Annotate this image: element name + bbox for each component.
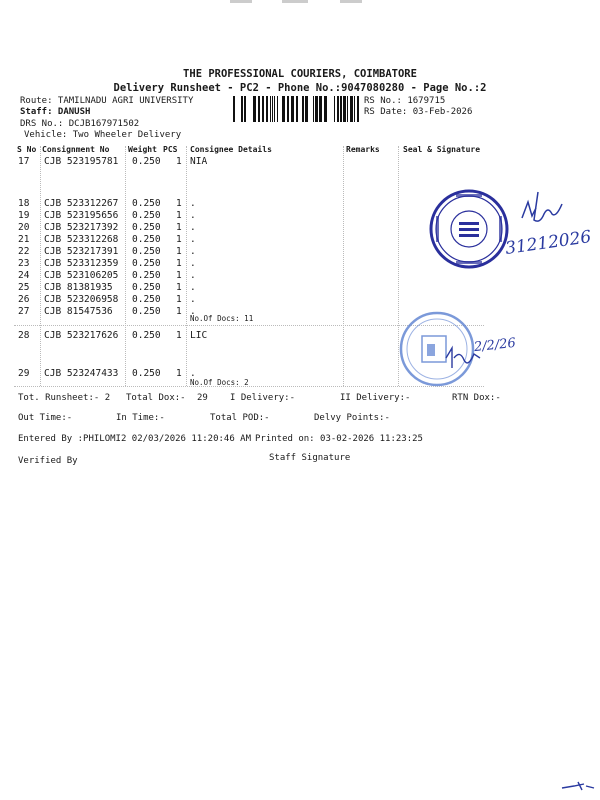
row-weight: 0.250 [132,282,161,293]
row-consignee: . [190,246,196,257]
row-consignee: . [190,198,196,209]
total-runsheet: Tot. Runsheet:- 2 [18,393,111,403]
row-consignment-no: CJB 523206958 [44,294,119,305]
row-consignee: NIA [190,156,208,167]
barcode-bar [272,96,273,122]
row-pcs: 1 [176,368,182,379]
i-delivery: I Delivery:- [230,393,296,403]
row-pcs: 1 [176,258,182,269]
row-pcs: 1 [176,198,182,209]
barcode-bar [343,96,346,122]
barcode-bar [277,96,278,122]
row-sno: 28 [18,330,30,341]
row-consignment-no: CJB 523217392 [44,222,119,233]
row-weight: 0.250 [132,330,161,341]
handwritten-date-lower: 2/2/26 [473,335,517,356]
row-consignment-no: CJB 81381935 [44,282,113,293]
row-weight: 0.250 [132,306,161,317]
row-consignee: . [190,282,196,293]
total-pod: Total POD:- [210,413,270,423]
barcode-bar [258,96,260,122]
docs-note-second: No.Of Docs: 2 [190,378,249,387]
row-consignee: . [190,368,196,379]
barcode-bar [296,96,298,122]
docs-note-first: No.Of Docs: 11 [190,314,254,323]
table-row [0,282,600,294]
handwritten-date-upper: 31212026 [504,227,593,259]
drs-number: DRS No.: DCJB167971502 [20,119,140,129]
total-dox-label: Total Dox:- [126,393,186,403]
barcode-bar [350,96,353,122]
col-consignment: Consignment No [42,145,110,154]
row-sno: 22 [18,246,30,257]
row-sno: 25 [18,282,30,293]
row-pcs: 1 [176,234,182,245]
row-pcs: 1 [176,270,182,281]
barcode-bar [324,96,327,122]
courier-seal-stamp [426,186,512,272]
row-consignee: . [190,222,196,233]
staff-label: Staff: DANUSH [20,107,91,117]
rs-number: RS No.: 1679715 [364,96,446,106]
row-pcs: 1 [176,222,182,233]
row-consignment-no: CJB 81547536 [44,306,113,317]
col-sno: S No [17,145,37,154]
barcode-bar [241,96,243,122]
printed-on: Printed on: 03-02-2026 11:23:25 [255,434,423,444]
row-weight: 0.250 [132,246,161,257]
table-row [0,156,600,168]
row-sno: 21 [18,234,30,245]
entered-by: Entered By :PHILOMI2 02/03/2026 11:20:46 AM [18,434,251,444]
row-sno: 18 [18,198,30,209]
barcode-bar [282,96,285,122]
barcode-bar [291,96,294,122]
barcode [233,96,361,122]
scan-mark [340,0,362,3]
row-sno: 26 [18,294,30,305]
row-consignee: . [190,306,196,317]
barcode-bar [354,96,355,122]
barcode-bar [340,96,342,122]
barcode-bar [315,96,318,122]
rs-date: RS Date: 03-Feb-2026 [364,107,473,117]
row-consignment-no: CJB 523247433 [44,368,119,379]
barcode-bar [270,96,271,122]
row-pcs: 1 [176,294,182,305]
row-pcs: 1 [176,282,182,293]
col-seal: Seal & Signature [403,145,481,154]
row-weight: 0.250 [132,210,161,221]
row-consignment-no: CJB 523217391 [44,246,119,257]
pen-mark [560,780,596,792]
table-row [0,368,600,380]
row-weight: 0.250 [132,156,161,167]
row-consignee: . [190,270,196,281]
row-sno: 19 [18,210,30,221]
scan-mark [230,0,252,3]
row-sno: 23 [18,258,30,269]
row-sno: 29 [18,368,30,379]
route-label: Route: TAMILNADU AGRI UNIVERSITY [20,96,194,106]
row-consignee: . [190,258,196,269]
row-pcs: 1 [176,210,182,221]
row-consignment-no: CJB 523312268 [44,234,119,245]
row-consignee: LIC [190,330,208,341]
barcode-bar [319,96,322,122]
verified-by: Verified By [18,456,78,466]
row-sno: 24 [18,270,30,281]
in-time: In Time:- [116,413,165,423]
row-consignee: . [190,234,196,245]
table-row [0,294,600,306]
row-weight: 0.250 [132,368,161,379]
row-weight: 0.250 [132,198,161,209]
barcode-bar [313,96,314,122]
row-consignment-no: CJB 523312267 [44,198,119,209]
barcode-bar [262,96,264,122]
row-weight: 0.250 [132,222,161,233]
row-weight: 0.250 [132,294,161,305]
row-weight: 0.250 [132,234,161,245]
out-time: Out Time:- [18,413,73,423]
row-sno: 27 [18,306,30,317]
total-dox-value: 29 [197,393,208,403]
barcode-bar [253,96,256,122]
row-weight: 0.250 [132,258,161,269]
barcode-bar [337,96,339,122]
ii-delivery: II Delivery:- [340,393,411,403]
row-pcs: 1 [176,330,182,341]
barcode-bar [274,96,275,122]
table-row [0,306,600,318]
row-consignment-no: CJB 523195656 [44,210,119,221]
row-consignment-no: CJB 523195781 [44,156,119,167]
row-weight: 0.250 [132,270,161,281]
rtn-dox: RTN Dox:- [452,393,501,403]
barcode-bar [287,96,289,122]
handwritten-signature [518,188,566,228]
row-consignee: . [190,210,196,221]
row-sno: 17 [18,156,30,167]
row-pcs: 1 [176,246,182,257]
row-consignment-no: CJB 523312359 [44,258,119,269]
row-pcs: 1 [176,156,182,167]
runsheet-subtitle: Delivery Runsheet - PC2 - Phone No.:9047080280 - Page No.:2 [113,82,487,94]
col-weight: Weight [128,145,157,154]
staff-signature: Staff Signature [269,453,351,463]
vehicle-label: Vehicle: Two Wheeler Delivery [24,130,182,140]
barcode-bar [244,96,246,122]
col-pcs: PCS [163,145,178,154]
col-consignee: Consignee Details [190,145,272,154]
barcode-bar [357,96,359,122]
barcode-bar [334,96,335,122]
barcode-bar [305,96,308,122]
delvy-points: Delvy Points:- [314,413,390,423]
row-consignee: . [190,294,196,305]
barcode-bar [233,96,235,122]
col-remarks: Remarks [346,145,380,154]
row-consignment-no: CJB 523217626 [44,330,119,341]
row-sno: 20 [18,222,30,233]
row-consignment-no: CJB 523106205 [44,270,119,281]
row-pcs: 1 [176,306,182,317]
barcode-bar [347,96,348,122]
barcode-bar [266,96,268,122]
scan-mark [282,0,308,3]
company-title: THE PROFESSIONAL COURIERS, COIMBATORE [183,68,417,80]
barcode-bar [302,96,304,122]
